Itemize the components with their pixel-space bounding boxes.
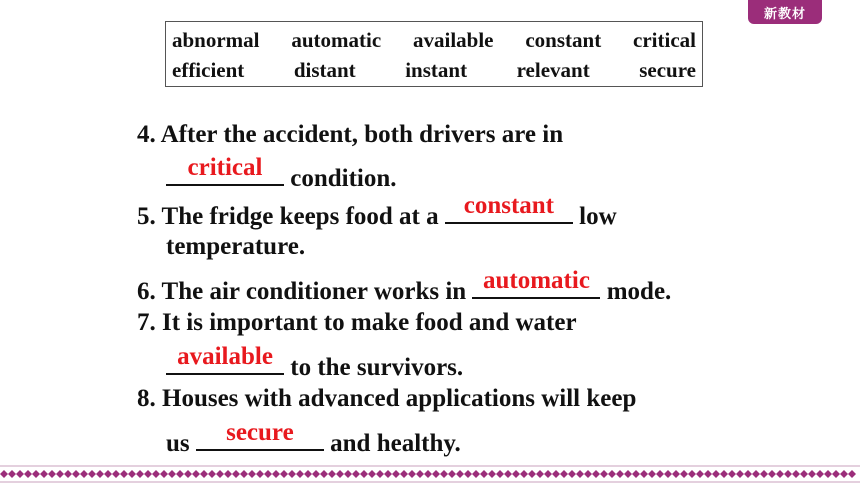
question-text: to the survivors. — [284, 354, 464, 381]
answer-text: constant — [463, 192, 555, 219]
diamond-ornament — [784, 470, 792, 478]
diamond-ornament — [368, 470, 376, 478]
diamond-ornament — [552, 470, 560, 478]
question-text: 5. The fridge keeps food at a — [137, 203, 445, 230]
answer-text: critical — [187, 154, 263, 181]
question-text: 6. The air conditioner works in — [137, 278, 473, 305]
diamond-ornament — [448, 470, 456, 478]
diamond-ornament — [640, 470, 648, 478]
question-6 — [137, 267, 672, 306]
diamond-ornament — [536, 470, 544, 478]
diamond-ornament — [112, 470, 120, 478]
diamond-ornament — [736, 470, 744, 478]
diamond-ornament — [320, 470, 328, 478]
diamond-ornament — [160, 470, 168, 478]
diamond-ornament — [224, 470, 232, 478]
diamond-ornament — [280, 470, 288, 478]
word-bank-item: available — [413, 28, 494, 52]
diamond-ornament — [568, 470, 576, 478]
diamond-ornament — [712, 470, 720, 478]
diamond-ornament — [136, 470, 144, 478]
question-text: and healthy. — [323, 430, 461, 457]
word-bank-row-2 — [172, 58, 696, 83]
diamond-ornament — [72, 470, 80, 478]
diamond-ornament — [672, 470, 680, 478]
diamond-ornament — [424, 470, 432, 478]
diamond-ornament — [752, 470, 760, 478]
diamond-ornament — [416, 470, 424, 478]
diamond-ornament — [528, 470, 536, 478]
diamond-ornament — [208, 470, 216, 478]
diamond-ornament — [768, 470, 776, 478]
word-bank-item: constant — [525, 28, 602, 52]
diamond-ornament — [808, 470, 816, 478]
question-text: us — [166, 430, 196, 457]
diamond-ornament — [352, 470, 360, 478]
diamond-ornament — [632, 470, 640, 478]
diamond-ornament — [344, 470, 352, 478]
diamond-ornament — [200, 470, 208, 478]
question-4-line-1: 4. After the accident, both drivers are in — [137, 121, 564, 148]
diamond-ornament — [400, 470, 408, 478]
diamond-ornament — [240, 470, 248, 478]
word-bank-item: secure — [639, 58, 696, 82]
decorative-diamond-border — [0, 464, 860, 484]
diamond-ornament — [560, 470, 568, 478]
diamond-ornament — [504, 470, 512, 478]
diamond-ornament — [216, 470, 224, 478]
diamond-ornament — [360, 470, 368, 478]
diamond-ornament — [336, 470, 344, 478]
answer-text: secure — [226, 419, 294, 446]
diamond-ornament — [152, 470, 160, 478]
diamond-ornament — [272, 470, 280, 478]
diamond-ornament — [64, 470, 72, 478]
diamond-ornament — [688, 470, 696, 478]
word-bank-row-1 — [172, 28, 696, 53]
diamond-ornament — [704, 470, 712, 478]
diamond-ornament — [592, 470, 600, 478]
word-bank-item: relevant — [516, 58, 590, 82]
word-bank-item: efficient — [172, 58, 245, 82]
diamond-ornament — [656, 470, 664, 478]
question-8-line-1: 8. Houses with advanced applications will keep — [137, 385, 637, 412]
diamond-ornament — [480, 470, 488, 478]
diamond-ornament — [440, 470, 448, 478]
answer-blank — [166, 154, 284, 186]
diamond-ornament — [128, 470, 136, 478]
diamond-ornament — [776, 470, 784, 478]
diamond-ornament — [432, 470, 440, 478]
diamond-ornament — [576, 470, 584, 478]
diamond-ornament — [464, 470, 472, 478]
diamond-ornament — [392, 470, 400, 478]
answer-blank — [472, 267, 600, 299]
diamond-ornament — [80, 470, 88, 478]
diamond-ornament — [800, 470, 808, 478]
question-text: condition. — [284, 165, 397, 192]
answer-blank — [196, 419, 324, 451]
diamond-ornament — [0, 470, 8, 478]
diamond-ornament — [24, 470, 32, 478]
diamond-ornament — [296, 470, 304, 478]
diamond-ornament — [816, 470, 824, 478]
diamond-ornament — [16, 470, 24, 478]
diamond-ornament — [512, 470, 520, 478]
diamond-ornament — [56, 470, 64, 478]
question-text: mode. — [600, 278, 672, 305]
word-bank — [165, 21, 703, 87]
diamond-ornament — [792, 470, 800, 478]
diamond-ornament — [40, 470, 48, 478]
diamond-ornament — [32, 470, 40, 478]
diamond-ornament — [832, 470, 840, 478]
diamond-ornament — [288, 470, 296, 478]
diamond-ornament — [264, 470, 272, 478]
word-bank-item: abnormal — [172, 28, 260, 52]
diamond-ornament — [624, 470, 632, 478]
word-bank-item: instant — [405, 58, 468, 82]
diamond-ornament — [840, 470, 848, 478]
diamond-ornament — [232, 470, 240, 478]
answer-text: automatic — [483, 267, 590, 294]
diamond-ornament — [616, 470, 624, 478]
diamond-ornament — [304, 470, 312, 478]
diamond-ornament — [760, 470, 768, 478]
question-7-line-1: 7. It is important to make food and water — [137, 309, 577, 336]
diamond-ornament — [648, 470, 656, 478]
answer-text: available — [177, 343, 273, 370]
question-8-line-2 — [166, 419, 461, 458]
diamond-ornament — [848, 470, 856, 478]
diamond-ornament — [600, 470, 608, 478]
diamond-ornament — [472, 470, 480, 478]
question-5-line-1 — [137, 192, 617, 231]
diamond-ornament — [256, 470, 264, 478]
diamond-ornament — [312, 470, 320, 478]
diamond-ornament — [608, 470, 616, 478]
question-text: low — [572, 203, 617, 230]
diamond-ornament — [48, 470, 56, 478]
diamond-ornament — [824, 470, 832, 478]
question-4-line-2 — [166, 154, 397, 193]
diamond-ornament — [456, 470, 464, 478]
diamond-ornament — [664, 470, 672, 478]
diamond-ornament — [408, 470, 416, 478]
diamond-ornament — [248, 470, 256, 478]
new-textbook-badge: 新教材 — [748, 0, 822, 24]
diamond-ornament — [192, 470, 200, 478]
word-bank-item: critical — [633, 28, 696, 52]
answer-blank — [166, 343, 284, 375]
diamond-ornament — [744, 470, 752, 478]
diamond-ornament — [720, 470, 728, 478]
diamond-ornament — [584, 470, 592, 478]
diamond-ornament — [120, 470, 128, 478]
diamond-ornament — [184, 470, 192, 478]
diamond-ornament — [168, 470, 176, 478]
word-bank-item: automatic — [291, 28, 382, 52]
diamond-ornament — [96, 470, 104, 478]
diamond-ornament — [544, 470, 552, 478]
diamond-ornament — [488, 470, 496, 478]
diamond-ornament — [376, 470, 384, 478]
question-7-line-2 — [166, 343, 464, 382]
diamond-ornament — [88, 470, 96, 478]
diamond-ornament — [104, 470, 112, 478]
word-bank-item: distant — [293, 58, 356, 82]
diamond-ornament — [144, 470, 152, 478]
diamond-ornament — [680, 470, 688, 478]
diamond-ornament — [8, 470, 16, 478]
diamond-ornament — [696, 470, 704, 478]
diamond-ornament — [328, 470, 336, 478]
diamond-ornament — [496, 470, 504, 478]
diamond-ornament — [384, 470, 392, 478]
question-5-line-2: temperature. — [166, 233, 306, 260]
diamond-ornament — [520, 470, 528, 478]
diamond-ornament — [728, 470, 736, 478]
answer-blank — [445, 192, 573, 224]
diamond-ornament — [176, 470, 184, 478]
